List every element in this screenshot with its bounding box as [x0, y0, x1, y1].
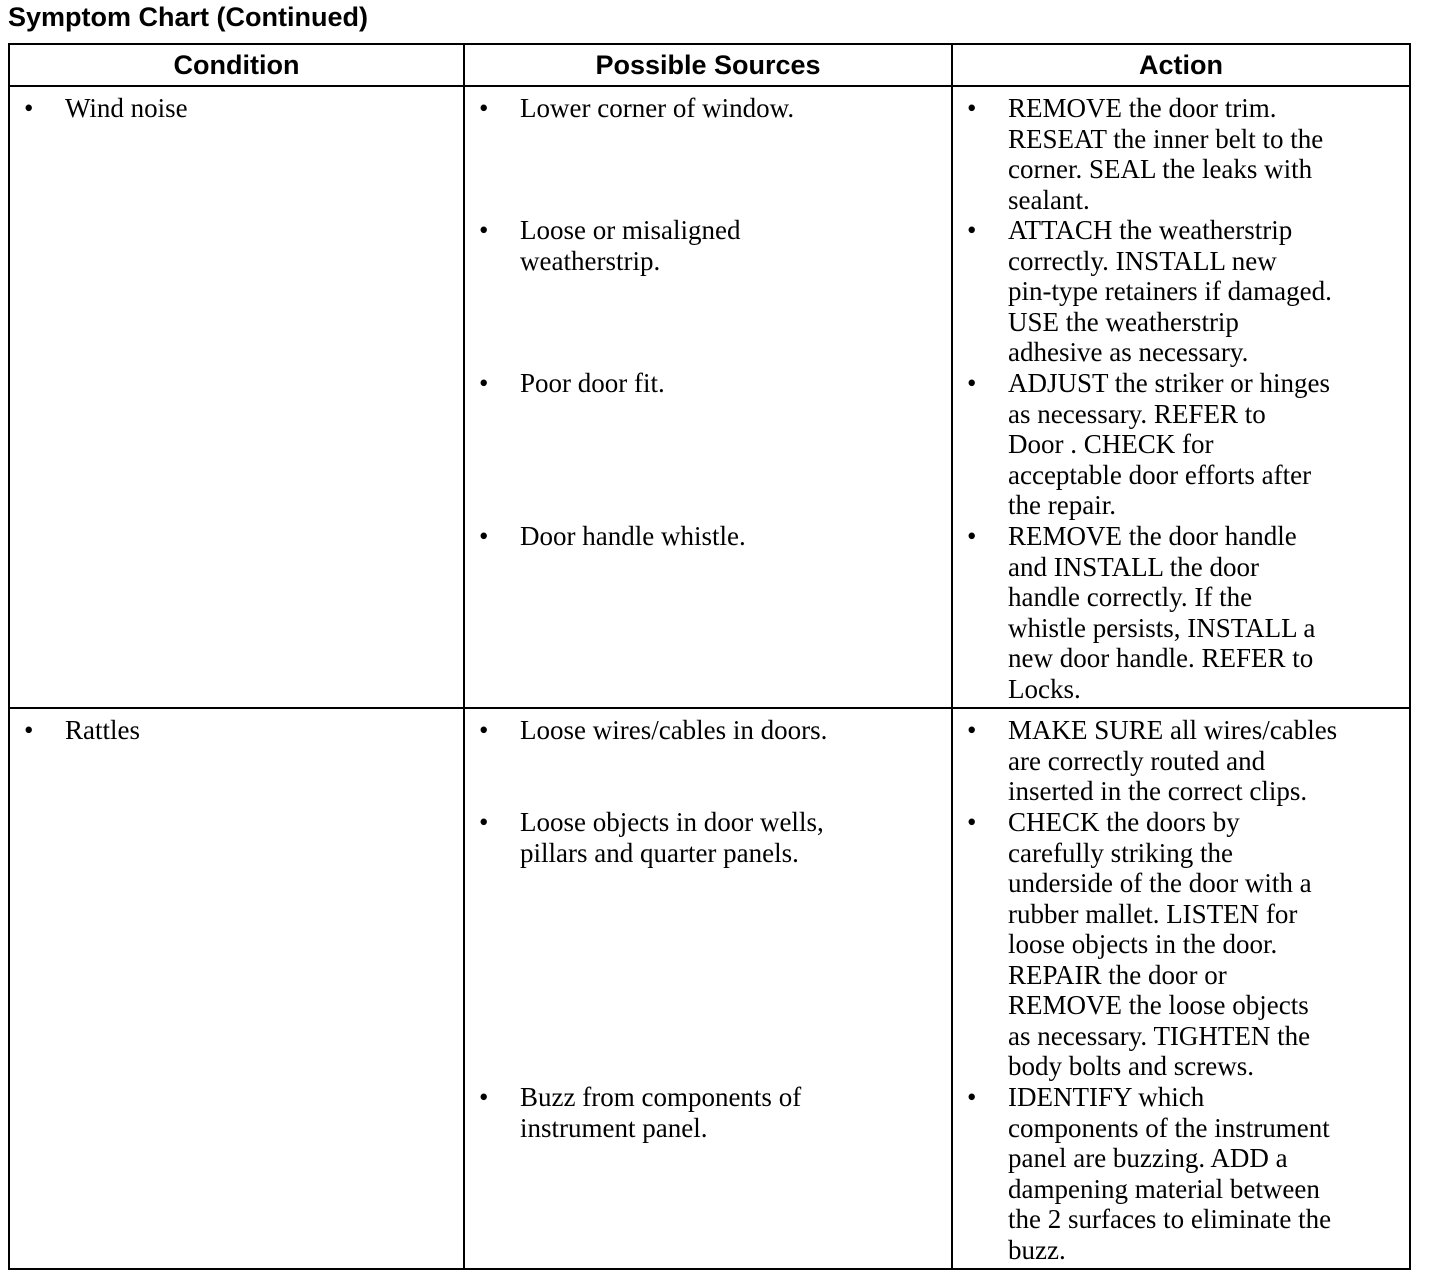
- action-line: dampening material between: [1008, 1173, 1320, 1204]
- action-line: buzz.: [1008, 1234, 1066, 1265]
- bullet-icon: •: [479, 521, 489, 551]
- action-line: sealant.: [1008, 184, 1090, 215]
- bullet-icon: •: [967, 807, 977, 837]
- bullet-icon: •: [479, 715, 489, 745]
- action-line: as necessary. REFER to: [1008, 398, 1266, 429]
- action-line: as necessary. TIGHTEN the: [1008, 1020, 1311, 1051]
- action-line: the 2 surfaces to eliminate the: [1008, 1204, 1332, 1234]
- action-line: REPAIR the door or: [1008, 959, 1227, 990]
- source-line: instrument panel.: [520, 1112, 708, 1143]
- source-item: [465, 807, 951, 1082]
- column-header-possible-sources: Possible Sources: [464, 44, 952, 86]
- bullet-icon: •: [24, 93, 34, 123]
- action-line: and INSTALL the door: [1008, 551, 1260, 582]
- table-row-wind-noise: [9, 86, 1410, 708]
- action-line: whistle persists, INSTALL a: [1008, 612, 1316, 643]
- action-line: panel are buzzing. ADD a: [1008, 1143, 1288, 1173]
- symptom-chart-table: [8, 43, 1411, 1270]
- bullet-icon: •: [479, 807, 489, 837]
- action-cell: [952, 86, 1410, 708]
- column-header-condition: Condition: [9, 44, 464, 86]
- action-line: Locks.: [1008, 673, 1081, 704]
- source-line: Lower corner of window.: [520, 93, 795, 123]
- bullet-icon: •: [24, 715, 34, 745]
- action-cell: [952, 708, 1410, 1269]
- action-item: [953, 521, 1409, 704]
- action-line: pin-type retainers if damaged.: [1008, 276, 1332, 306]
- action-line: components of the instrument: [1008, 1112, 1330, 1143]
- source-item: [465, 93, 951, 215]
- bullet-icon: •: [967, 368, 977, 398]
- bullet-icon: •: [479, 368, 489, 398]
- condition-item: [10, 715, 463, 746]
- action-line: body bolts and screws.: [1008, 1051, 1254, 1081]
- sources-cell: [464, 708, 952, 1269]
- action-item: [953, 807, 1409, 1082]
- condition-item: [10, 93, 463, 124]
- action-line: adhesive as necessary.: [1008, 337, 1249, 367]
- condition-text: Rattles: [65, 715, 140, 745]
- action-line: acceptable door efforts after: [1008, 459, 1312, 490]
- action-line: Door . CHECK for: [1008, 429, 1214, 459]
- source-line: Poor door fit.: [520, 368, 665, 398]
- action-item: [953, 93, 1409, 215]
- action-line: IDENTIFY which: [1008, 1082, 1205, 1112]
- action-line: inserted in the correct clips.: [1008, 776, 1308, 806]
- source-line: Buzz from components of: [520, 1082, 802, 1112]
- source-line: Loose or misaligned: [520, 215, 741, 245]
- table-row-rattles: [9, 708, 1410, 1269]
- action-line: corner. SEAL the leaks with: [1008, 154, 1313, 184]
- action-line: REMOVE the door handle: [1008, 521, 1297, 551]
- action-line: handle correctly. If the: [1008, 582, 1253, 612]
- action-item: [953, 368, 1409, 521]
- action-line: ATTACH the weatherstrip: [1008, 215, 1293, 245]
- action-line: REMOVE the loose objects: [1008, 990, 1309, 1020]
- source-item: [465, 1082, 951, 1143]
- action-line: USE the weatherstrip: [1008, 306, 1239, 337]
- source-item: [465, 521, 951, 552]
- source-line: Loose objects in door wells,: [520, 807, 824, 837]
- action-item: [953, 715, 1409, 807]
- action-line: rubber mallet. LISTEN for: [1008, 898, 1298, 929]
- source-line: weatherstrip.: [520, 245, 661, 276]
- bullet-icon: •: [967, 215, 977, 245]
- bullet-icon: •: [967, 521, 977, 551]
- action-item: [953, 1082, 1409, 1265]
- sources-cell: [464, 86, 952, 708]
- bullet-icon: •: [967, 715, 977, 745]
- action-line: new door handle. REFER to: [1008, 643, 1314, 673]
- action-line: CHECK the doors by: [1008, 807, 1240, 837]
- source-item: [465, 215, 951, 368]
- column-header-action: Action: [952, 44, 1410, 86]
- action-line: loose objects in the door.: [1008, 929, 1278, 959]
- bullet-icon: •: [967, 1082, 977, 1112]
- source-item: [465, 368, 951, 521]
- action-line: the repair.: [1008, 490, 1116, 520]
- condition-cell: [9, 86, 464, 708]
- source-line: Door handle whistle.: [520, 521, 746, 551]
- bullet-icon: •: [967, 93, 977, 123]
- action-item: [953, 215, 1409, 368]
- bullet-icon: •: [479, 93, 489, 123]
- action-line: ADJUST the striker or hinges: [1008, 368, 1330, 398]
- source-item: [465, 715, 951, 807]
- table-header-row: [9, 44, 1410, 86]
- source-line: Loose wires/cables in doors.: [520, 715, 828, 745]
- action-line: correctly. INSTALL new: [1008, 245, 1277, 276]
- action-line: MAKE SURE all wires/cables: [1008, 715, 1338, 745]
- action-line: underside of the door with a: [1008, 868, 1312, 898]
- source-line: pillars and quarter panels.: [520, 837, 799, 868]
- bullet-icon: •: [479, 1082, 489, 1112]
- action-line: REMOVE the door trim.: [1008, 93, 1277, 123]
- action-line: are correctly routed and: [1008, 745, 1266, 776]
- condition-text: Wind noise: [65, 93, 188, 123]
- condition-cell: [9, 708, 464, 1269]
- page-title: Symptom Chart (Continued): [8, 2, 368, 32]
- bullet-icon: •: [479, 215, 489, 245]
- action-line: carefully striking the: [1008, 837, 1233, 868]
- action-line: RESEAT the inner belt to the: [1008, 123, 1324, 154]
